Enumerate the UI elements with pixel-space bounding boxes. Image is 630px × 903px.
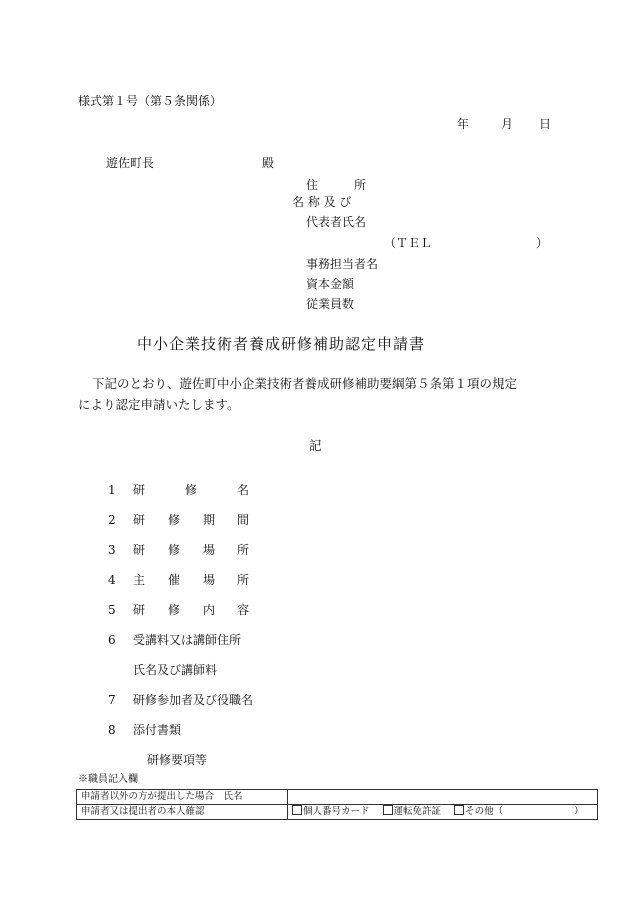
date-month: 月 xyxy=(501,117,514,131)
item-number: 4 xyxy=(108,573,116,587)
item-label: 氏名及び講師料 xyxy=(133,663,218,677)
item-label-char: 研 xyxy=(133,543,146,557)
form-number: 様式第１号（第５条関係） xyxy=(78,94,223,108)
option-label: その他（ xyxy=(465,806,504,817)
item-label-char: 容 xyxy=(237,603,250,617)
table-cell: 申請者又は提出者の本人確認 xyxy=(77,805,288,820)
item-label: 受講料又は講師住所 xyxy=(133,633,242,647)
representative-label: 代表者氏名 xyxy=(306,215,367,229)
item-label-char: 期 xyxy=(203,513,216,527)
checkbox-icon[interactable] xyxy=(383,805,393,815)
item-label-char: 場 xyxy=(203,573,216,587)
item-label-char: 研 xyxy=(133,513,146,527)
checkbox-icon[interactable] xyxy=(454,805,464,815)
item-label-char: 主 xyxy=(133,573,146,587)
item-label-char: 催 xyxy=(168,573,181,587)
item-label: 添付書類 xyxy=(133,723,182,737)
item-label-char: 所 xyxy=(237,543,250,557)
table-cell: 申請者以外の方が提出した場合 氏名 xyxy=(77,790,288,805)
body-line-1: 下記のとおり、遊佐町中小企業技術者養成研修補助要綱第５条第１項の規定 xyxy=(92,376,518,391)
item-label: 研修要項等 xyxy=(147,753,208,767)
item-number: 5 xyxy=(108,603,116,617)
item-number: 3 xyxy=(108,543,116,557)
item-label-char: 所 xyxy=(237,573,250,587)
addressee-honorific: 殿 xyxy=(262,156,275,170)
date-year: 年 xyxy=(457,117,470,131)
addressee-name: 遊佐町長 xyxy=(106,156,155,170)
close-paren: ） xyxy=(573,806,584,817)
item-label-char: 間 xyxy=(237,513,250,527)
body-line-2: により認定申請いたします。 xyxy=(78,397,240,412)
item-label-char: 名 xyxy=(237,483,250,497)
item-label-char: 内 xyxy=(203,603,216,617)
ki-label: 記 xyxy=(309,438,322,453)
capital-label: 資本金額 xyxy=(306,277,355,291)
item-number: 8 xyxy=(108,723,116,737)
option-label: 個人番号カード xyxy=(303,806,370,817)
date-day: 日 xyxy=(539,117,552,131)
address-label: 住 所 xyxy=(306,178,367,192)
option-mynumber[interactable] xyxy=(292,806,370,817)
employees-label: 従業員数 xyxy=(306,297,355,311)
item-number: 7 xyxy=(108,693,116,707)
item-number: 6 xyxy=(108,633,116,647)
item-label-char: 研 xyxy=(133,483,146,497)
tel-open: （ＴＥＬ xyxy=(384,236,433,250)
table-row xyxy=(77,805,598,820)
item-label: 研修参加者及び役職名 xyxy=(133,693,254,707)
checkbox-icon[interactable] xyxy=(292,805,302,815)
document-title: 中小企業技術者養成研修補助認定申請書 xyxy=(137,335,426,353)
item-label-char: 修 xyxy=(168,603,181,617)
item-label-char: 研 xyxy=(133,603,146,617)
option-other[interactable] xyxy=(454,806,503,817)
option-label: 運転免許証 xyxy=(393,806,442,817)
item-number: 2 xyxy=(108,513,116,527)
staff-name-label: 事務担当者名 xyxy=(306,257,379,271)
name-label: 名 称 及 び xyxy=(292,195,352,209)
table-row xyxy=(77,790,598,805)
item-label-char: 修 xyxy=(185,483,198,497)
identity-check-cell xyxy=(288,805,598,820)
staff-section-heading: ※職員記入欄 xyxy=(78,774,138,785)
option-license[interactable] xyxy=(383,806,442,817)
staff-table xyxy=(76,789,598,820)
item-label-char: 修 xyxy=(168,543,181,557)
item-label-char: 修 xyxy=(168,513,181,527)
item-label-char: 場 xyxy=(203,543,216,557)
tel-close: ） xyxy=(536,236,549,250)
submitter-name-field[interactable] xyxy=(288,790,598,805)
item-number: 1 xyxy=(108,483,116,497)
